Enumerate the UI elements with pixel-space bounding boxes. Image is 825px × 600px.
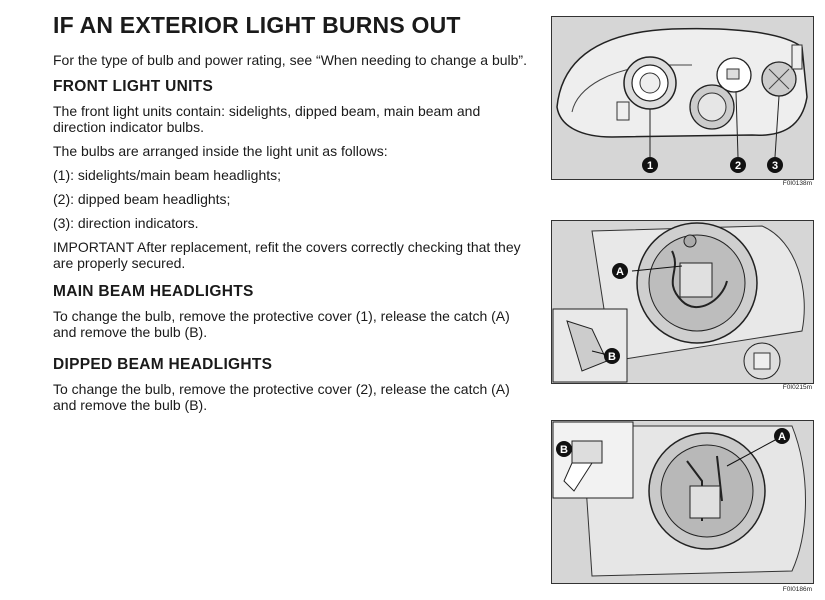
headlight-unit-illustration (552, 17, 813, 179)
figure-3-code: F0I0186m (782, 586, 812, 593)
bulb-arrangement-text: The bulbs are arranged inside the light unit as follows: (53, 143, 388, 159)
bulb-list-item-2: (2): dipped beam headlights; (53, 191, 231, 207)
callout-2-label: 2 (734, 160, 742, 172)
dipped-beam-illustration (552, 421, 813, 583)
intro-text: For the type of bulb and power rating, see “When needing to change a bulb”. (53, 52, 527, 68)
callout-a (612, 263, 628, 279)
main-beam-instructions: To change the bulb, remove the protective cover (1), release the catch (A) and remove the bulb (B). (53, 308, 510, 340)
callout-b-label: B (608, 351, 616, 363)
callout-3 (767, 157, 783, 173)
callout-2 (730, 157, 746, 173)
figure-main-beam (551, 220, 814, 384)
main-beam-illustration (552, 221, 813, 383)
figure-2-code: F0I0215m (782, 384, 812, 391)
manual-text-column (53, 12, 533, 421)
callout-b (604, 348, 620, 364)
important-note: IMPORTANT After replacement, refit the covers correctly checking that they are properly secured. (53, 239, 521, 271)
bulb-list-item-3: (3): direction indicators. (53, 215, 199, 231)
main-beam-heading: MAIN BEAM HEADLIGHTS (53, 283, 254, 300)
figure-dipped-beam (551, 420, 814, 584)
callout-b-label: B (560, 444, 568, 456)
bulb-list-item-1: (1): sidelights/main beam headlights; (53, 167, 282, 183)
front-light-units-heading: FRONT LIGHT UNITS (53, 78, 214, 95)
callout-a-label: A (616, 266, 624, 278)
callout-3-label: 3 (771, 160, 779, 172)
dipped-beam-heading: DIPPED BEAM HEADLIGHTS (53, 356, 273, 373)
page-title: IF AN EXTERIOR LIGHT BURNS OUT (53, 12, 461, 38)
callout-a (774, 428, 790, 444)
front-units-description: The front light units contain: sidelights, dipped beam, main beam and direction indicator bulbs. (53, 103, 481, 135)
dipped-beam-instructions: To change the bulb, remove the protective cover (2), release the catch (A) and remove the bulb (B). (53, 381, 510, 413)
callout-b (556, 441, 572, 457)
callout-1-label: 1 (646, 160, 654, 172)
figure-1-code: F0I0138m (782, 180, 812, 187)
figure-headlight-unit (551, 16, 814, 180)
callout-a-label: A (778, 431, 786, 443)
callout-1 (642, 157, 658, 173)
